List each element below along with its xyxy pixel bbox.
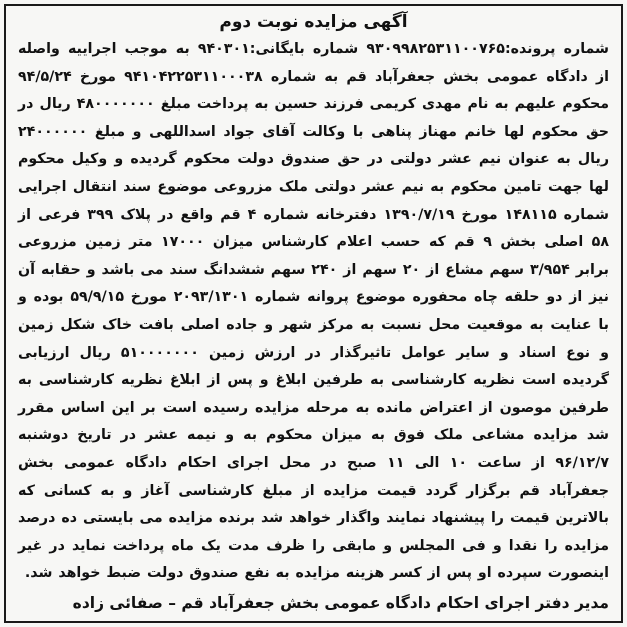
notice-body: شماره پرونده:۹۳۰۹۹۸۲۵۳۱۱۰۰۷۶۵ شماره بایگانی:۹۴۰۳۰۱ به موجب اجراییه واصله از دادگاه عمومی بخش جعفرآباد قم به شماره ۹۴۱۰۴۲۲۵۳۱۱۰۰۰۳۸ مورخ ۹۴/۵/۲۴ محکوم علیهم به نام مهدی کریمی فرزند حسین به پرداخت مبلغ ۴۸۰۰۰۰۰۰۰ ریال در حق محکوم لها خانم مهناز پناهی با وکالت آقای جواد اسداللهی و مبلغ ۲۴۰۰۰۰۰۰ ریال به عنوان نیم عشر دولتی در حق صندوق دولت محکوم گردیده و وکیل محکوم لها جهت تامین محکوم به نیم عشر دولتی ملک مزروعی موضوع سند انتقال اجرایی شماره ۱۴۸۱۱۵ مورخ ۱۳۹۰/۷/۱۹ دفترخانه شماره ۴ قم واقع در پلاک ۳۹۹ فرعی از ۵۸ اصلی بخش ۹ قم که حسب اعلام کارشناس میزان ۱۷۰۰۰ متر زمین مزروعی برابر ۳/۹۵۴ سهم مشاع از ۲۰ سهم از ۲۴۰ سهم ششدانگ سند می باشد و حقابه آن نیز از دو حلقه چاه محفوره موضوع پروانه شماره ۲۰۹۳/۱۳۰۱ مورخ ۵۹/۹/۱۵ بوده و با عنایت به موقعیت محل نسبت به مرکز شهر و جاده اصلی بافت خاک شکل زمین و نوع اسناد و سایر عوامل تاثیرگذار در ارزش زمین ۵۱۰۰۰۰۰۰۰ ریال ارزیابی گردیده است نظریه کارشناسی به طرفین ابلاغ و پس از ابلاغ نظریه کارشناسی به طرفین موصون از اعتراض مانده به مرحله مزایده رسیده است بر این اساس مقرر شد مزایده مشاعی ملک فوق به میزان محکوم به و نیمه عشر در تاریخ دوشنبه ۹۶/۱۲/۷ از ساعت ۱۰ الی ۱۱ صبح در محل اجرای احکام دادگاه عمومی بخش جعفرآباد قم برگزار گردد قیمت مزایده از مبلغ کارشناسی آغاز و به کسانی که بالاترین قیمت را پیشنهاد نمایند واگذار خواهد شد برنده مزایده می بایستی ده درصد مزایده را نقدا و فی المجلس و مابقی را ظرف مدت یک ماه پرداخت نماید در غیر اینصورت سپرده او پس از کسر هزینه مزایده به نفع صندوق دولت ضبط خواهد شد. [18,41,610,582]
notice-title: آگهی مزایده نوبت دوم [219,12,408,32]
notice-signature: مدیر دفتر اجرای احکام دادگاه عمومی بخش جعفرآباد قم – صفائی زاده [72,593,609,612]
auction-notice [8,6,619,618]
